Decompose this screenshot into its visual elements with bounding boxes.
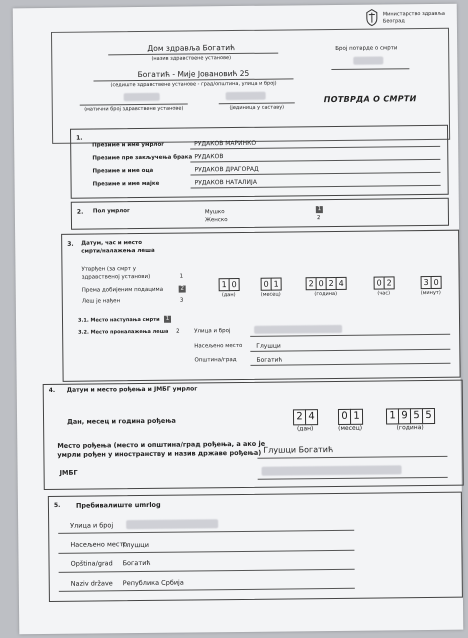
birth-month-digit-1: 0	[338, 409, 351, 425]
death-year-caption: (година)	[314, 290, 338, 298]
birth-year-caption: (година)	[396, 424, 424, 432]
sex-male-selected-marker: 1	[317, 206, 322, 213]
place-found-code: 2	[176, 328, 180, 335]
death-reported-label: Према добијеним подацима	[81, 286, 164, 294]
birthplace-value: Глушци Богатић	[263, 445, 334, 455]
death-day-digit-1: 1	[219, 278, 230, 291]
death-determined-label-2: здравственој установи)	[81, 273, 151, 281]
facility-name: Дом здравља Богатић	[147, 43, 236, 53]
death-year-digit-4: 4	[336, 277, 347, 290]
street-value-redacted	[254, 325, 342, 334]
section-3-number: 3.	[67, 240, 74, 248]
jmbg-value-redacted	[262, 465, 402, 475]
settlement-label: Насељено место	[194, 342, 243, 350]
death-hour-digit-1: 0	[374, 276, 385, 289]
birth-day-digit-1: 2	[293, 409, 306, 425]
death-determined-code: 1	[179, 273, 184, 280]
birth-day-caption: (дан)	[296, 425, 314, 433]
settlement-value: Глушци	[256, 342, 281, 350]
section-5-number: 5.	[53, 501, 61, 509]
residence-municipality-value: Богатић	[122, 558, 151, 568]
residence-street-label: Улица и број	[70, 521, 114, 530]
maiden-name-value: РУДАКОВ	[194, 153, 224, 161]
date-of-birth-label: Дан, месец и година рођења	[67, 416, 176, 426]
registry-number-caption: (матични број здравствене установе)	[84, 105, 184, 113]
father-name-label: Презиме и име оца	[92, 167, 154, 175]
deceased-name-label: Презиме и име умрлог	[92, 141, 165, 149]
mother-name-value: РУДАКОВ НАТАЛИЈА	[194, 178, 257, 187]
birth-year-digit-2: 9	[398, 408, 411, 424]
residence-settlement-label: Насељено место	[70, 540, 128, 549]
street-label: Улица и број	[194, 328, 231, 335]
sex-option-female: Женско	[204, 217, 228, 224]
section-1-number: 1.	[76, 134, 83, 142]
death-determined-label-1: Утврђен (за смрт у	[81, 266, 137, 273]
death-day-caption: (дан)	[221, 292, 236, 299]
certificate-number-label: Број потврде о смрти	[335, 45, 398, 52]
municipality-value: Богатић	[256, 356, 283, 364]
ministry-city: Београд	[382, 18, 405, 25]
residence-settlement-value: Глушци	[122, 540, 149, 550]
place-of-death-label: 3.1. Место наступања смрти	[77, 316, 160, 324]
coat-of-arms-icon	[365, 9, 379, 27]
body-found-label: Леш је нађен	[81, 298, 121, 305]
death-certificate-page	[13, 4, 464, 635]
birth-month-digit-2: 1	[350, 409, 363, 425]
mother-name-label: Презиме и име мајке	[92, 180, 160, 188]
section-4-number: 4.	[48, 386, 56, 394]
father-name-value: РУДАКОВ ДРАГОРАД	[194, 165, 259, 174]
place-found-label: 3.2. Место проналажења леша	[78, 328, 169, 336]
death-minute-caption: (минут)	[420, 289, 441, 297]
death-reported-selected-marker: 2	[180, 285, 184, 292]
section-3-title-1: Датум, час и место	[81, 240, 143, 247]
birth-day-digit-2: 4	[305, 409, 318, 425]
residence-street-redacted	[126, 519, 218, 529]
registry-number-redacted	[124, 93, 160, 101]
document-title: ПОТВРДА О СМРТИ	[323, 94, 417, 105]
residence-municipality-label: Opština/grad	[70, 559, 113, 568]
death-year-digit-2: 0	[316, 277, 327, 290]
death-month-digit-1: 0	[261, 278, 272, 291]
death-minute-digit-1: 3	[421, 276, 432, 289]
facility-address: Богатић - Мије Јовановић 25	[137, 68, 250, 80]
death-hour-digit-2: 2	[384, 276, 395, 289]
section-3-title-2: смрти/налажења леша	[81, 247, 155, 255]
birth-year-digit-1: 1	[386, 408, 399, 424]
death-year-digit-3: 2	[326, 277, 337, 290]
sex-label: Пол умрлог	[92, 208, 130, 215]
birthplace-label-2: умрли рођен у иностранству и назив државе рођења)	[57, 448, 262, 459]
municipality-label: Општина/град	[194, 357, 237, 364]
section-5-title: Пребивалиште umrlog	[75, 500, 161, 510]
sex-option-male: Мушко	[204, 209, 225, 216]
maiden-name-label: Презиме пре закључења брака	[92, 154, 193, 162]
facility-address-caption: (седиште здравствене установе - град/општина, улица и број)	[110, 80, 277, 89]
sex-female-code: 2	[316, 215, 321, 222]
death-minute-digit-2: 0	[431, 276, 442, 289]
birthplace-label-1: Место рођења (место и општина/град рођења, а ако је	[57, 439, 266, 450]
place-of-death-selected-marker: 1	[165, 315, 170, 322]
birth-year-digit-3: 5	[410, 408, 423, 424]
section-4-title: Датум и место рођења и ЈМБГ умрлог	[66, 385, 198, 394]
birth-year-digit-4: 5	[422, 408, 435, 424]
unit-redacted	[226, 92, 266, 100]
death-year-digit-1: 2	[306, 277, 317, 290]
death-month-digit-2: 1	[271, 278, 282, 291]
facility-name-caption: (назив здравствене установе)	[151, 55, 232, 62]
body-found-code: 3	[179, 297, 184, 304]
residence-country-value: Република Србија	[122, 578, 184, 588]
jmbg-label: ЈМБГ	[59, 468, 78, 477]
death-hour-caption: (час)	[377, 290, 391, 297]
deceased-name-value: РУДАКОВ МАРИНКО	[194, 139, 257, 148]
death-day-digit-2: 0	[229, 278, 240, 291]
ministry-name: Министарство здравља	[382, 10, 445, 18]
birth-month-caption: (месец)	[338, 424, 363, 432]
residence-country-label: Naziv države	[70, 579, 113, 588]
death-month-caption: (месец)	[260, 291, 281, 298]
certificate-number-redacted	[353, 56, 383, 64]
unit-caption: (јединица у саставу)	[229, 104, 285, 112]
section-2-number: 2.	[76, 208, 84, 216]
